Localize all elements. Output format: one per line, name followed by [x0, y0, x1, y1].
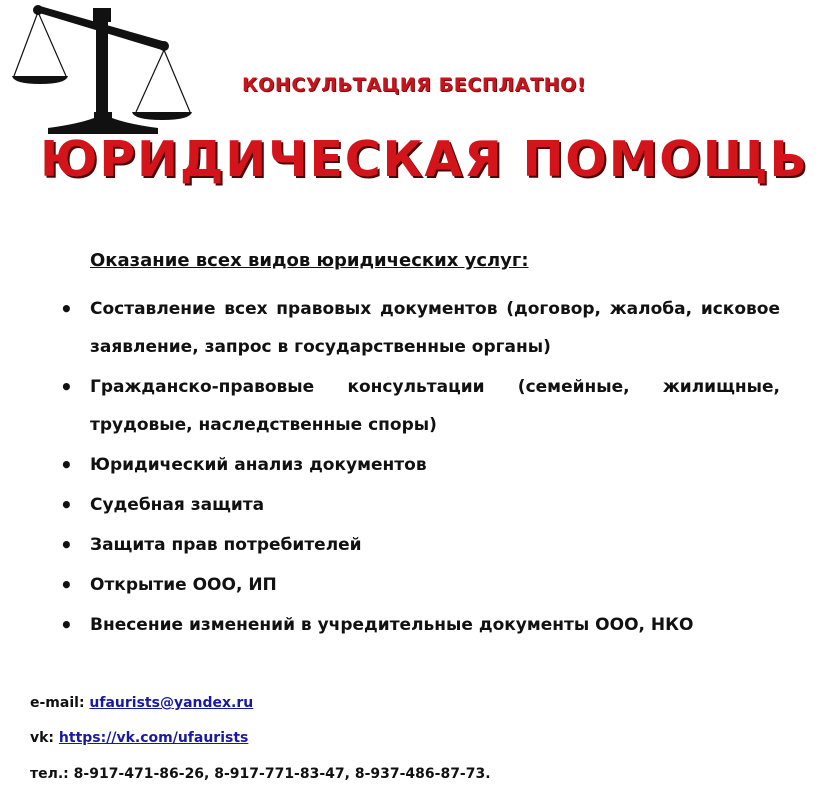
- email-contact: [30, 695, 253, 711]
- vk-link[interactable]: https://vk.com/ufaurists: [58, 730, 249, 746]
- phone-numbers: 8-917-471-86-26, 8-917-771-83-47, 8-937-486-87-73.: [73, 766, 491, 782]
- phone-label: тел.:: [30, 766, 69, 782]
- list-item: • Юридический анализ документов: [60, 446, 780, 484]
- email-label: e-mail:: [30, 695, 85, 711]
- list-item: • Составление всех правовых документов (договор, жалоба, исковое заявление, запрос в государственные органы): [60, 290, 780, 366]
- scales-of-justice-icon: [8, 2, 198, 142]
- services-heading: Оказание всех видов юридических услуг:: [90, 250, 529, 271]
- vk-label: vk:: [30, 730, 55, 746]
- email-link[interactable]: ufaurists@yandex.ru: [89, 695, 254, 711]
- list-item: • Внесение изменений в учредительные документы ООО, НКО: [60, 606, 780, 644]
- page-title: ЮРИДИЧЕСКАЯ ПОМОЩЬ: [40, 131, 809, 188]
- list-item: • Открытие ООО, ИП: [60, 566, 780, 604]
- services-list: [60, 290, 780, 646]
- vk-contact: [30, 730, 248, 746]
- list-item: • Защита прав потребителей: [60, 526, 780, 564]
- free-consultation-banner: КОНСУЛЬТАЦИЯ БЕСПЛАТНО!: [242, 74, 587, 96]
- list-item: • Судебная защита: [60, 486, 780, 524]
- phone-contact: [30, 766, 491, 782]
- list-item: • Гражданско-правовые консультации (семейные, жилищные, трудовые, наследственные споры): [60, 368, 780, 444]
